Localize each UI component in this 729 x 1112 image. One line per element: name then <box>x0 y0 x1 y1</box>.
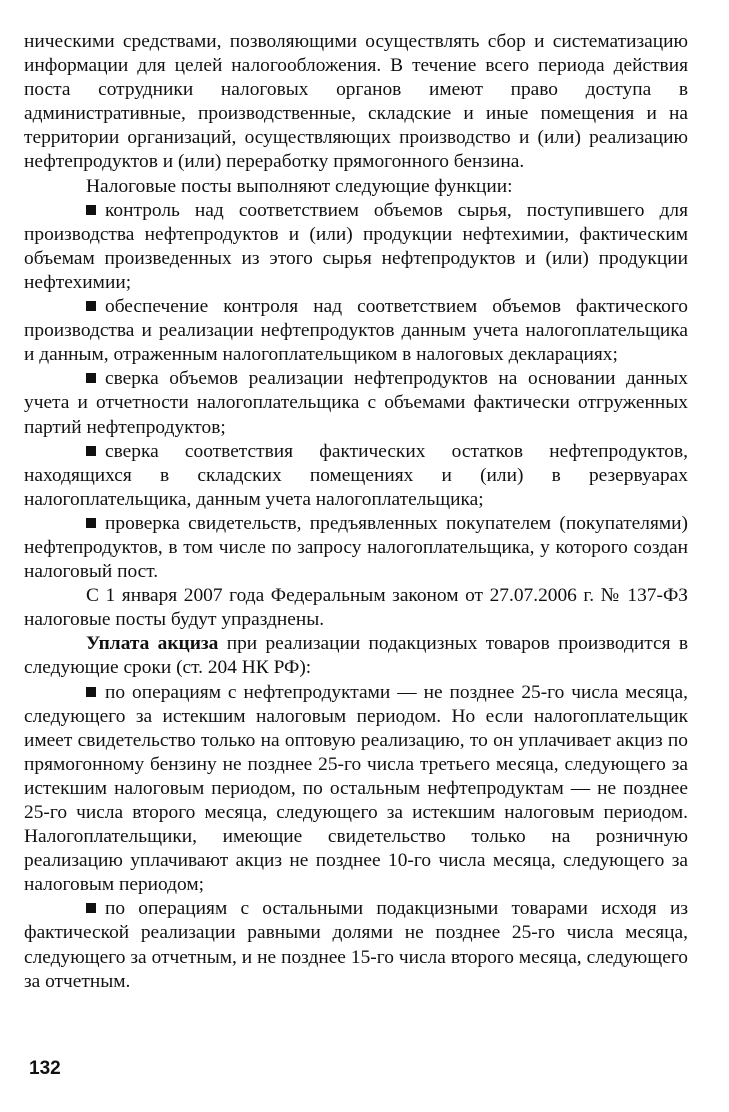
bullet-item-2: обеспечение контроля над соответствием объемов фактического производства и реализации нефтепродуктов данным учета налогоплательщика и данным, отраженным налогоплательщиком в налоговых декларациях; <box>24 295 688 367</box>
page-number: 132 <box>29 1058 61 1079</box>
bold-term: Уплата акциза <box>86 633 219 655</box>
bullet-item-1: контроль над соответствием объемов сырья, поступившего для производства нефтепродуктов и (или) продукции нефтехимии, фактическим объемам произведенных из этого сырья нефтепродуктов и (или) продукции нефтехимии; <box>24 199 688 295</box>
excise-payment-text: при реализации подакцизных товаров производится в следующие сроки (ст. 204 НК РФ): <box>24 633 688 679</box>
paragraph-functions-intro: Налоговые посты выполняют следующие функции: <box>86 175 513 197</box>
bullet-item-4: сверка соответствия фактических остатков нефтепродуктов, находящихся в складских помещениях и (или) в резервуарах налогоплательщика, данным учета налогоплательщика; <box>24 440 688 512</box>
bullet-item-7: по операциям с остальными подакцизными товарами исходя из фактической реализации равными долями не позднее 25-го числа месяца, следующего за отчетным, и не позднее 15-го числа второго месяца, следующего за отчетным. <box>24 897 688 993</box>
bullet-item-3: сверка объемов реализации нефтепродуктов на основании данных учета и отчетности налогоплательщика с объемами фактически отгруженных партий нефтепродуктов; <box>24 367 688 439</box>
bullet-item-5: проверка свидетельств, предъявленных покупателем (покупателями) нефтепродуктов, в том числе по запросу налогоплательщика, у которого создан налоговый пост. <box>24 512 688 584</box>
body-text <box>24 30 688 994</box>
bullet-item-6: по операциям с нефтепродуктами — не позднее 25-го числа месяца, следующего за истекшим налоговым периодом. Но если налогоплательщик имеет свидетельство только на оптовую реализацию, то он уплачивает акциз по прямогонному бензину не позднее 25-го числа третьего месяца, следующего за истекшим налоговым периодом, по остальным нефтепродуктам — не позднее 25-го числа второго месяца, следующего за истекшим налоговым периодом. Налогоплательщики, имеющие свидетельство только на розничную реализацию уплачивают акциз не позднее 10-го числа месяца, следующего за налоговым периодом; <box>24 681 688 898</box>
paragraph-continuation: ническими средствами, позволяющими осуществлять сбор и систематизацию информации для целей налогообложения. В течение всего периода действия поста сотрудники налоговых органов имеют право доступа в административные, производственные, складские и иные помещения и на территории организаций, осуществляющих производство и (или) реализацию нефтепродуктов и (или) переработку прямогонного бензина. <box>24 31 688 173</box>
paragraph-abolition: С 1 января 2007 года Федеральным законом от 27.07.2006 г. № 137-ФЗ налоговые посты будут упразднены. <box>24 585 688 631</box>
paragraph-excise-payment <box>24 632 688 680</box>
